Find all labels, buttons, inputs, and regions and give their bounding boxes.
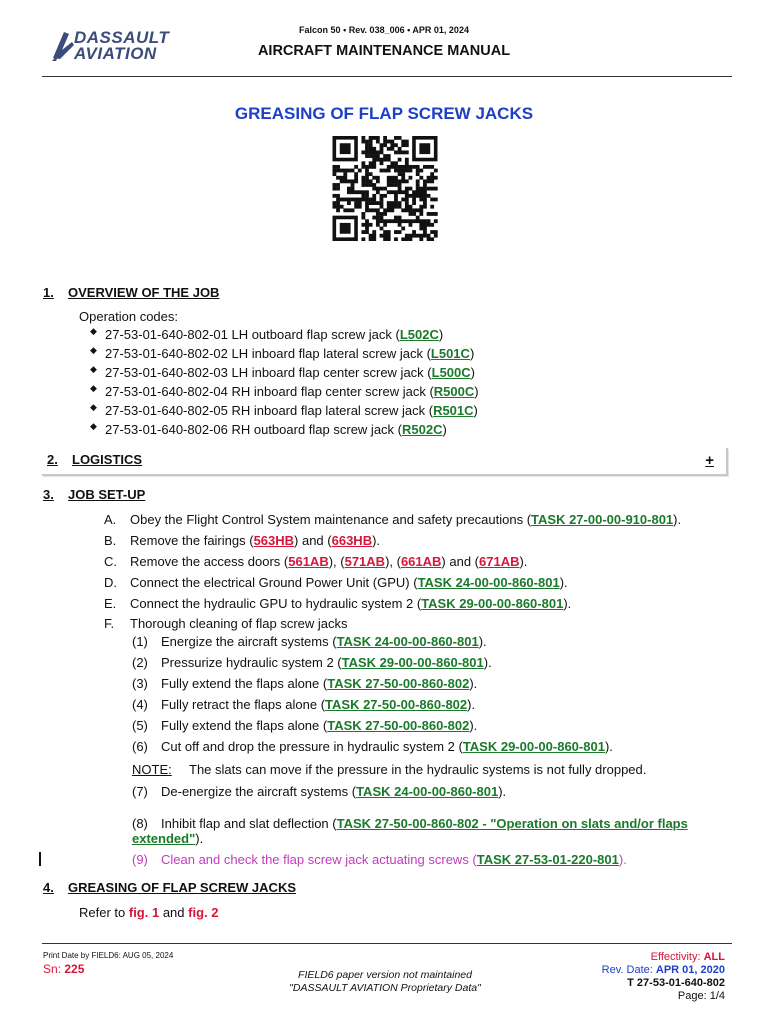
figure-1-link[interactable]: fig. 1: [128, 905, 160, 920]
section-title: JOB SET-UP: [68, 487, 146, 502]
revision-change-bar: [39, 852, 41, 866]
task-link[interactable]: TASK 24-00-00-860-801: [356, 784, 499, 799]
task-link[interactable]: TASK 24-00-00-860-801: [336, 634, 479, 649]
section-number: 3.: [43, 487, 54, 502]
bullet-icon: ◆: [90, 364, 97, 374]
bullet-icon: ◆: [90, 383, 97, 393]
zone-link[interactable]: L501C: [430, 346, 470, 361]
access-door-link[interactable]: 561AB: [288, 554, 329, 569]
revision-date: Rev. Date: APR 01, 2020: [601, 964, 725, 976]
zone-link[interactable]: R502C: [402, 422, 443, 437]
task-link[interactable]: TASK 29-00-00-860-801: [462, 739, 605, 754]
zone-link[interactable]: R501C: [433, 403, 474, 418]
task-link[interactable]: TASK 27-50-00-860-802: [327, 676, 470, 691]
note-label: NOTE:: [132, 762, 172, 777]
logistics-collapsible[interactable]: [42, 448, 728, 476]
step-8-continued: extended").: [132, 831, 204, 846]
zone-link[interactable]: L502C: [399, 327, 439, 342]
section-number: 2.: [47, 452, 58, 467]
zone-link[interactable]: R500C: [433, 384, 475, 399]
manual-title: AIRCRAFT MAINTENANCE MANUAL: [257, 43, 511, 59]
operation-codes-label: Operation codes:: [79, 309, 179, 324]
expand-toggle[interactable]: +: [705, 452, 714, 469]
effectivity: Effectivity: ALL: [650, 951, 725, 963]
fairing-link[interactable]: 563HB: [253, 533, 295, 548]
task-link[interactable]: TASK 29-00-00-860-801: [341, 655, 484, 670]
access-door-link[interactable]: 671AB: [479, 554, 520, 569]
task-link[interactable]: TASK 29-00-00-860-801: [421, 596, 564, 611]
figure-2-link[interactable]: fig. 2: [188, 905, 219, 920]
task-link[interactable]: TASK 24-00-00-860-801: [417, 575, 560, 590]
bullet-icon: ◆: [90, 326, 97, 336]
qr-code-icon: [330, 136, 440, 241]
section-title: GREASING OF FLAP SCREW JACKS: [68, 880, 297, 895]
figure-reference: Refer to fig. 1 and fig. 2: [79, 905, 219, 920]
access-door-link[interactable]: 661AB: [400, 554, 442, 569]
section-title: OVERVIEW OF THE JOB: [68, 285, 220, 300]
bullet-icon: ◆: [90, 402, 97, 412]
task-link[interactable]: TASK 27-50-00-860-802: [325, 697, 468, 712]
footer-divider: [42, 943, 732, 944]
section-number: 1.: [43, 285, 54, 300]
note-text: The slats can move if the pressure in the hydraulic systems is not fully dropped.: [189, 762, 647, 777]
task-link[interactable]: TASK 27-00-00-910-801: [531, 512, 674, 527]
section-title: LOGISTICS: [72, 452, 143, 467]
footer-metadata: [602, 951, 725, 1003]
task-link[interactable]: extended": [132, 831, 196, 846]
section-number: 4.: [43, 880, 54, 895]
page-number: Page: 1/4: [677, 990, 725, 1002]
page-title: GREASING OF FLAP SCREW JACKS: [234, 104, 534, 123]
access-door-link[interactable]: 571AB: [344, 554, 386, 569]
bullet-icon: ◆: [90, 421, 97, 431]
revision-line: Falcon 50 • Rev. 038_006 • APR 01, 2024: [299, 25, 469, 35]
proprietary-notice: FIELD6 paper version not maintained "DASSAULT AVIATION Proprietary Data": [289, 969, 481, 994]
header-divider: [42, 76, 732, 77]
logo-text-dassault: DASSAULT: [74, 28, 170, 47]
bullet-icon: ◆: [90, 345, 97, 355]
zone-link[interactable]: L500C: [431, 365, 471, 380]
print-date: Print Date by FIELD6: AUG 05, 2024: [43, 951, 174, 960]
logo-text-aviation: AVIATION: [74, 44, 157, 63]
fairing-link[interactable]: 663HB: [331, 533, 373, 548]
task-link[interactable]: TASK 27-50-00-860-802: [327, 718, 470, 733]
serial-number: Sn: 225: [43, 962, 85, 976]
task-link[interactable]: TASK 27-53-01-220-801: [476, 852, 619, 867]
task-reference: T 27-53-01-640-802: [627, 977, 725, 989]
task-link[interactable]: TASK 27-50-00-860-802 - "Operation on slats and/or flaps: [336, 816, 688, 831]
